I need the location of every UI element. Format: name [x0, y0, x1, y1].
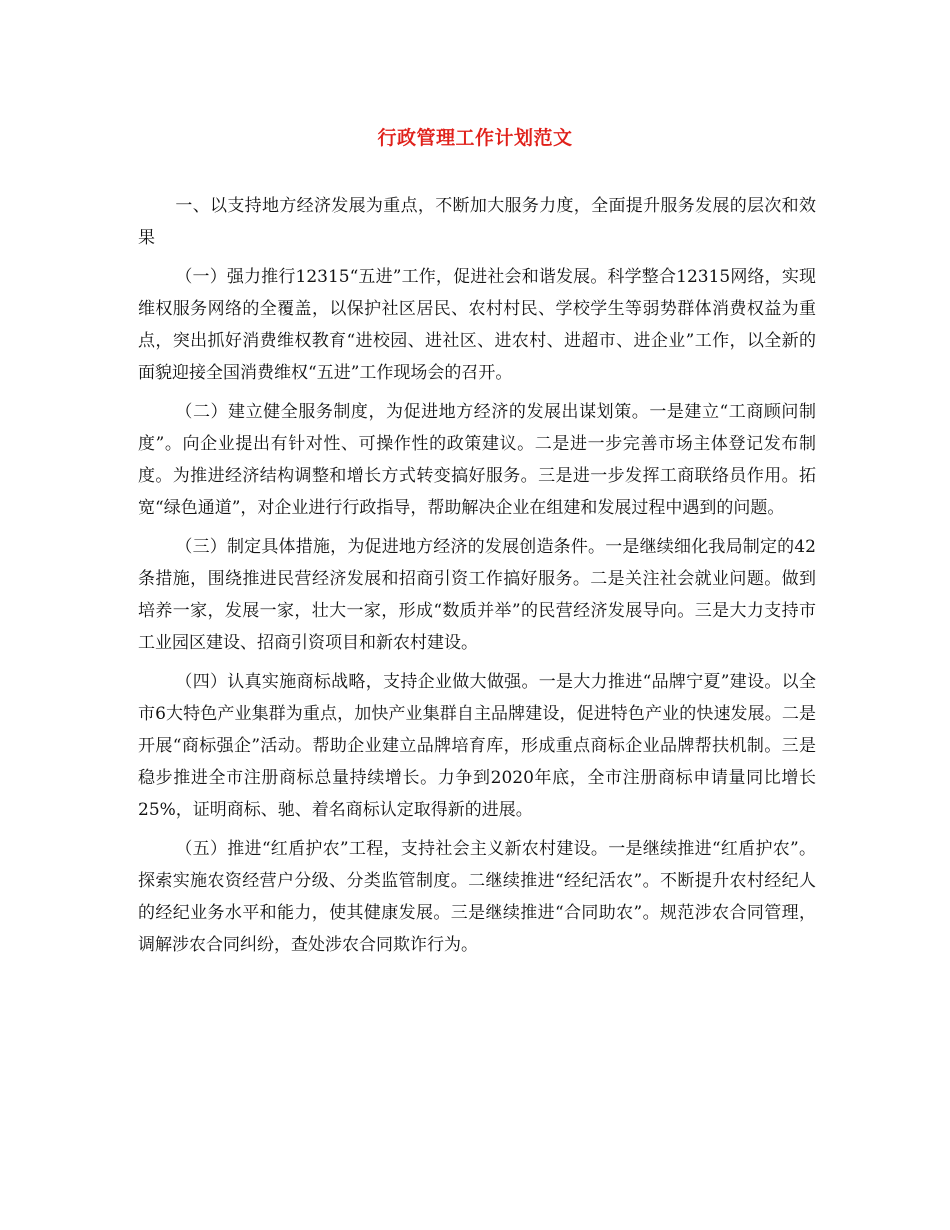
document-body — [138, 190, 816, 968]
paragraph-section-heading: 一、以支持地方经济发展为重点，不断加大服务力度，全面提升服务发展的层次和效果 — [138, 196, 816, 248]
document-title: 行政管理工作计划范文 — [377, 127, 573, 149]
paragraph-item-5: （五）推进“红盾护农”工程，支持社会主义新农村建设。一是继续推进“红盾护农”。探索实施农资经营户分级、分类监管制度。二继续推进“经纪活农”。不断提升农村经纪人的经纪业务水平和能力，使其健康发展。三是继续推进“合同助农”。规范涉农合同管理，调解涉农合同纠纷，查处涉农合同欺诈行为。 — [138, 839, 816, 955]
paragraph-item-2: （二）建立健全服务制度，为促进地方经济的发展出谋划策。一是建立“工商顾问制度”。向企业提出有针对性、可操作性的政策建议。二是进一步完善市场主体登记发布制度。为推进经济结构调整和增长方式转变搞好服务。三是进一步发挥工商联络员作用。拓宽“绿色通道”，对企业进行行政指导，帮助解决企业在组建和发展过程中遇到的问题。 — [138, 402, 816, 518]
paragraph-item-4: （四）认真实施商标战略，支持企业做大做强。一是大力推进“品牌宁夏”建设。以全市6大特色产业集群为重点，加快产业集群自主品牌建设，促进特色产业的快速发展。二是开展“商标强企”活动。帮助企业建立品牌培育库，形成重点商标企业品牌帮扶机制。三是稳步推进全市注册商标总量持续增长。力争到2020年底，全市注册商标申请量同比增长25%，证明商标、驰、着名商标认定取得新的进展。 — [138, 672, 816, 820]
paragraph-item-1: （一）强力推行12315“五进”工作，促进社会和谐发展。科学整合12315网络，实现维权服务网络的全覆盖，以保护社区居民、农村村民、学校学生等弱势群体消费权益为重点，突出抓好消费维权教育“进校园、进社区、进农村、进超市、进企业”工作，以全新的面貌迎接全国消费维权“五进”工作现场会的召开。 — [138, 267, 816, 383]
paragraph-item-3: （三）制定具体措施，为促进地方经济的发展创造条件。一是继续细化我局制定的42条措施，围绕推进民营经济发展和招商引资工作搞好服务。二是关注社会就业问题。做到培养一家，发展一家，壮大一家，形成“数质并举”的民营经济发展导向。三是大力支持市工业园区建设、招商引资项目和新农村建设。 — [138, 537, 816, 653]
